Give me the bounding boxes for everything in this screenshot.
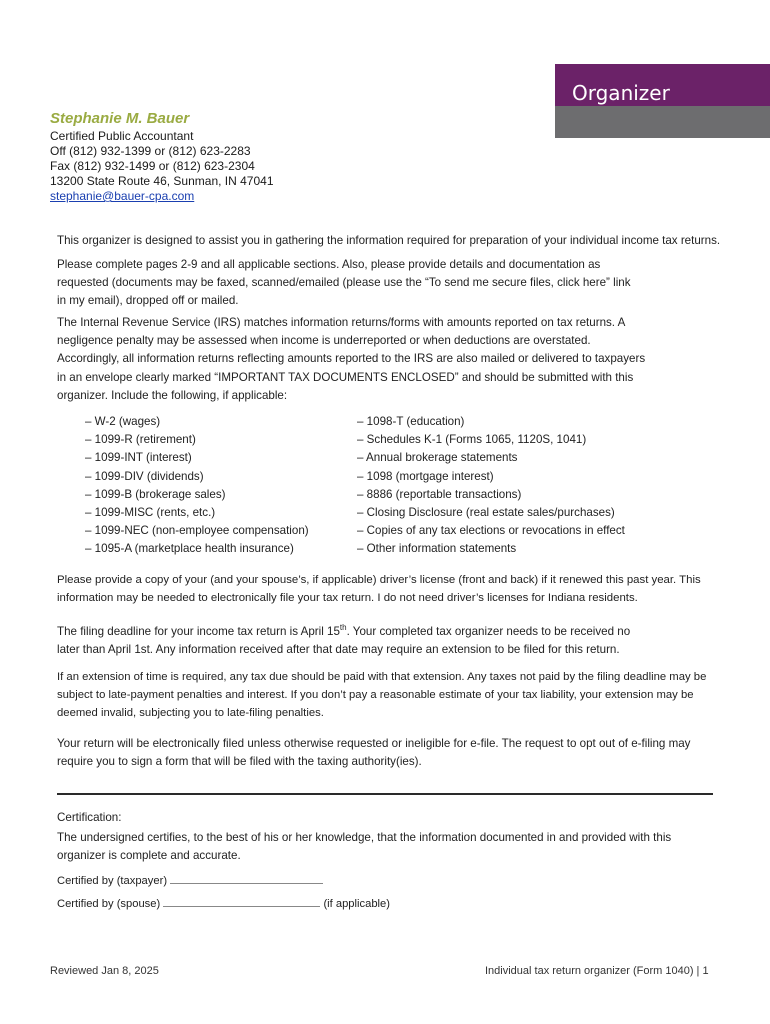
section-divider: [57, 793, 713, 795]
list-item: – 1099-DIV (dividends): [85, 469, 204, 483]
list-item: – 1099-MISC (rents, etc.): [85, 506, 216, 520]
spouse-signature-line[interactable]: [163, 896, 320, 907]
list-item: – 1099-R (retirement): [85, 433, 196, 447]
reviewed-date: Reviewed Jan 8, 2025: [50, 965, 159, 977]
fax-number: Fax (812) 932-1499 or (812) 623-2304: [50, 159, 255, 173]
list-item: – 1095-A (marketplace health insurance): [85, 542, 294, 556]
certification-heading: Certification:: [57, 811, 122, 824]
list-item: – 1099-B (brokerage sales): [85, 487, 226, 501]
list-item: – 1098 (mortgage interest): [357, 469, 494, 483]
list-item: – W-2 (wages): [85, 415, 161, 428]
office-phone: Off (812) 932-1399 or (812) 623-2283: [50, 144, 251, 158]
extension-paragraph: If an extension of time is required, any tax due should be paid with that extension. Any taxes not paid by the filing deadline may be subject to late-payment penalties and interest. If you don’t pay a reasonable estimate of your tax liability, your extension may be deemed invalid, subjecting you to late-filing penalties.: [57, 671, 707, 720]
spouse-suffix: (if applicable): [323, 898, 390, 910]
mailing-address: 13200 State Route 46, Sunman, IN 47041: [50, 174, 274, 188]
spouse-label: Certified by (spouse): [57, 898, 161, 910]
list-item: – Copies of any tax elections or revocations in effect: [357, 524, 625, 538]
page-footer-label: Individual tax return organizer (Form 1040) | 1: [485, 965, 709, 977]
email-link[interactable]: stephanie@bauer-cpa.com: [50, 189, 195, 203]
taxpayer-label: Certified by (taxpayer): [57, 875, 168, 887]
cpa-title: Certified Public Accountant: [50, 129, 194, 143]
intro-paragraph: This organizer is designed to assist you in gathering the information required for preparation of your individual income tax returns.: [57, 234, 721, 247]
forms-list-right: [357, 413, 625, 559]
taxpayer-signature-row: [57, 873, 323, 887]
banner-gray-bar: [555, 106, 770, 138]
list-item: – 1099-NEC (non-employee compensation): [85, 524, 309, 538]
list-item: – Annual brokerage statements: [357, 451, 518, 465]
irs-paragraph: The Internal Revenue Service (IRS) matches information returns/forms with amounts reported on tax returns. A negligence penalty may be assessed when income is underreported or when deductions are overstated. Accordingly, all information returns reflecting amounts reported to the IRS are also mailed or delivered to taxpayers in an envelope clearly marked “IMPORTANT TAX DOCUMENTS ENCLOSED” and should be submitted with this organizer. Include the following, if applicable:: [57, 316, 646, 402]
cpa-name: Stephanie M. Bauer: [50, 110, 190, 127]
list-item: – 8886 (reportable transactions): [357, 487, 522, 501]
drivers-license-paragraph: Please provide a copy of your (and your spouse’s, if applicable) driver’s license (front and back) if it renewed this past year. This information may be needed to electronically file your tax return. I do not need driver’s licenses for Indiana residents.: [57, 574, 701, 605]
spouse-signature-row: [57, 896, 390, 910]
complete-pages-paragraph: Please complete pages 2-9 and all applicable sections. Also, please provide details and documentation as requested (documents may be faxed, scanned/emailed (please use the “To send me secure files, click here” link in my email), dropped off or mailed.: [57, 258, 631, 308]
forms-list-left: [85, 413, 309, 559]
list-item: – 1098-T (education): [357, 415, 465, 428]
taxpayer-signature-line[interactable]: [170, 873, 323, 884]
list-item: – 1099-INT (interest): [85, 451, 192, 465]
page-title: Organizer: [572, 81, 670, 105]
certification-text: The undersigned certifies, to the best of his or her knowledge, that the information documented in and provided with this organizer is complete and accurate.: [57, 831, 672, 863]
list-item: – Closing Disclosure (real estate sales/purchases): [357, 506, 615, 520]
efile-paragraph: Your return will be electronically filed unless otherwise requested or ineligible for e-file. The request to opt out of e-filing may require you to sign a form that will be filed with the taxing authority(ies).: [57, 737, 691, 769]
list-item: – Schedules K-1 (Forms 1065, 1120S, 1041): [357, 433, 587, 447]
deadline-paragraph: The filing deadline for your income tax return is April 15th. Your completed tax organizer needs to be received no later than April 1st. Any information received after that date may require an extension to be filed for this return.: [57, 623, 631, 657]
list-item: – Other information statements: [357, 542, 517, 556]
